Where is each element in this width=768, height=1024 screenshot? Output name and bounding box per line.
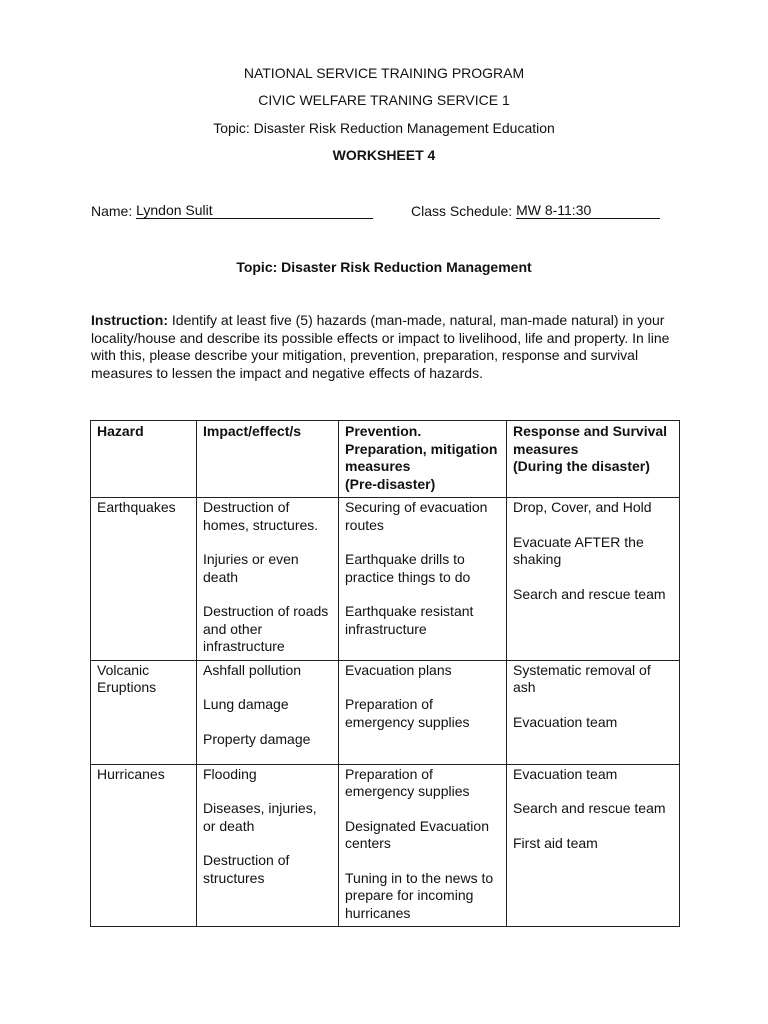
list-item: Flooding (203, 765, 257, 782)
list-item: Preparation of emergency supplies (345, 696, 470, 730)
prevention-cell (339, 764, 507, 927)
list-item: Evacuation plans (345, 661, 452, 678)
header-prevention-line1: Prevention. Preparation, mitigation measures (345, 423, 498, 474)
list-item: Drop, Cover, and Hold (513, 499, 652, 515)
header-response (507, 421, 680, 498)
impact-cell (197, 660, 339, 764)
schedule-value: MW 8-11:30 (516, 202, 660, 219)
list-item: Destruction of roads and other infrastructure (203, 603, 329, 654)
worksheet-title: WORKSHEET 4 (332, 147, 436, 163)
prevention-cell (339, 660, 507, 764)
list-item: Destruction of structures (203, 852, 290, 886)
schedule-label: Class Schedule: (411, 203, 513, 219)
list-item: Preparation of emergency supplies (345, 765, 470, 799)
list-item: Diseases, injuries, or death (203, 800, 317, 834)
list-item: Search and rescue team (513, 800, 666, 816)
list-item: Evacuate AFTER the shaking (513, 533, 644, 567)
instruction-paragraph (91, 312, 679, 382)
program-title: NATIONAL SERVICE TRAINING PROGRAM (243, 65, 525, 81)
hazard-cell: Earthquakes (91, 498, 197, 661)
education-topic: Topic: Disaster Risk Reduction Management Education (213, 120, 555, 136)
impact-cell (197, 498, 339, 661)
instruction-text: Identify at least five (5) hazards (man-made, natural, man-made natural) in your locality/house and describe its possible effects or impact to livelihood, life and property. In line with this, please describe your mitigation, prevention, preparation, response and survival measures to lessen the impact and negative effects of hazards. (91, 312, 670, 381)
header-hazard: Hazard (91, 421, 197, 498)
header-prevention-line2: (Pre-disaster) (345, 475, 436, 492)
hazard-table (90, 420, 680, 927)
service-title: CIVIC WELFARE TRANING SERVICE 1 (258, 92, 510, 108)
hazard-cell: Volcanic Eruptions (91, 660, 197, 764)
table-row (91, 764, 680, 927)
list-item: First aid team (513, 834, 598, 851)
header-response-line1: Response and Survival measures (513, 423, 668, 457)
section-topic: Topic: Disaster Risk Reduction Management (236, 259, 532, 275)
name-label: Name: (91, 203, 133, 219)
name-field (91, 202, 373, 219)
response-cell (507, 660, 680, 764)
header-impact: Impact/effect/s (197, 421, 339, 498)
table-header-row (91, 421, 680, 498)
list-item: Ashfall pollution (203, 661, 302, 678)
response-cell (507, 764, 680, 927)
schedule-field (411, 202, 660, 219)
list-item: Tuning in to the news to prepare for incoming hurricanes (345, 869, 494, 921)
list-item: Designated Evacuation centers (345, 817, 489, 851)
list-item: Earthquake drills to practice things to do (345, 551, 471, 585)
list-item: Lung damage (203, 696, 289, 712)
list-item: Destruction of homes, structures. (203, 499, 319, 533)
list-item: Evacuation team (513, 765, 618, 782)
header-prevention (339, 421, 507, 498)
list-item: Evacuation team (513, 713, 618, 730)
instruction-label: Instruction: (91, 312, 168, 328)
list-item: Search and rescue team (513, 585, 666, 602)
prevention-cell (339, 498, 507, 661)
header-response-line2: (During the disaster) (513, 458, 650, 474)
hazard-cell: Hurricanes (91, 764, 197, 927)
response-cell (507, 498, 680, 661)
name-value: Lyndon Sulit (136, 202, 373, 219)
list-item: Earthquake resistant infrastructure (345, 603, 474, 637)
list-item: Systematic removal of ash (513, 661, 651, 695)
table-row (91, 498, 680, 661)
list-item: Property damage (203, 730, 311, 747)
impact-cell (197, 764, 339, 927)
list-item: Securing of evacuation routes (345, 499, 488, 533)
list-item: Injuries or even death (203, 551, 299, 585)
table-row (91, 660, 680, 764)
